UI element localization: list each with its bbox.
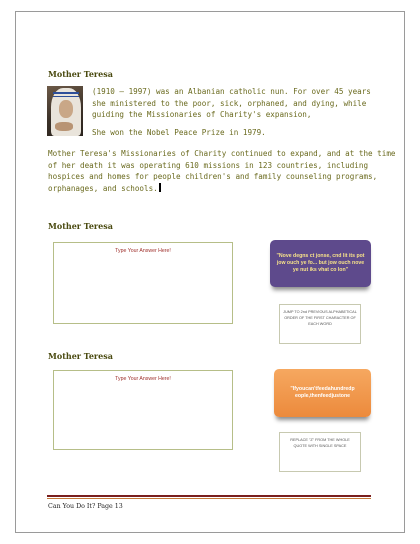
quote-card-1 xyxy=(270,240,371,287)
section1-heading: Mother Teresa xyxy=(48,69,113,79)
quote-text: "Ifyoucan'tfeedahundredp eople,thenfeedjustone xyxy=(290,386,355,399)
intro-line: guiding the Missionaries of Charity's expansion, xyxy=(92,110,312,119)
mission-line: hospices and homes for people children's and family counseling programs, xyxy=(48,172,378,181)
mission-line: of her death it was operating 610 missions in 123 countries, including xyxy=(48,160,369,170)
hint-box-1: JUMP TO 2nd PREVIOUS ALPHABETICAL ORDER OF THE FIRST CHARACTER OF EACH WORD xyxy=(279,304,361,344)
mission-line: Mother Teresa's Missionaries of Charity continued to expand, and at the time xyxy=(48,149,396,158)
mother-teresa-photo xyxy=(47,86,83,136)
answer-box-2[interactable] xyxy=(53,370,233,450)
quote-text: "Nove degns ct jonse, cnd lit its pot jow ouch ye fo... but jow ouch nove ye nut iks vhat co lon" xyxy=(276,253,365,273)
text-cursor xyxy=(159,183,161,192)
hands-shape xyxy=(55,122,73,131)
veil-stripe-thin xyxy=(53,96,79,97)
footer-rule xyxy=(47,495,371,497)
section2-heading: Mother Teresa xyxy=(48,221,113,231)
nobel-line: She won the Nobel Peace Prize in 1979. xyxy=(92,128,266,137)
intro-line: she ministered to the poor, sick, orphaned, and dying, while xyxy=(92,98,367,108)
page-footer: Can You Do It? Page 13 xyxy=(48,503,123,510)
intro-paragraph xyxy=(92,86,371,121)
quote-card-2 xyxy=(274,369,371,417)
answer-placeholder: Type Your Answer Here! xyxy=(115,376,171,382)
answer-placeholder: Type Your Answer Here! xyxy=(115,248,171,254)
face-shape xyxy=(59,100,73,118)
footer-rule-accent xyxy=(47,498,371,499)
intro-line: (1910 – 1997) was an Albanian catholic nun. For over 45 years xyxy=(92,87,371,96)
mission-paragraph[interactable] xyxy=(48,148,395,194)
mission-line-last xyxy=(48,183,395,195)
veil-stripe xyxy=(53,92,79,94)
answer-box-1[interactable] xyxy=(53,242,233,324)
mission-line: orphanages, and schools. xyxy=(48,183,158,193)
section3-heading: Mother Teresa xyxy=(48,351,113,361)
hint-box-2: REPLACE "Z" FROM THE WHOLE QUOTE WITH SINGLE SPACE xyxy=(279,432,361,472)
